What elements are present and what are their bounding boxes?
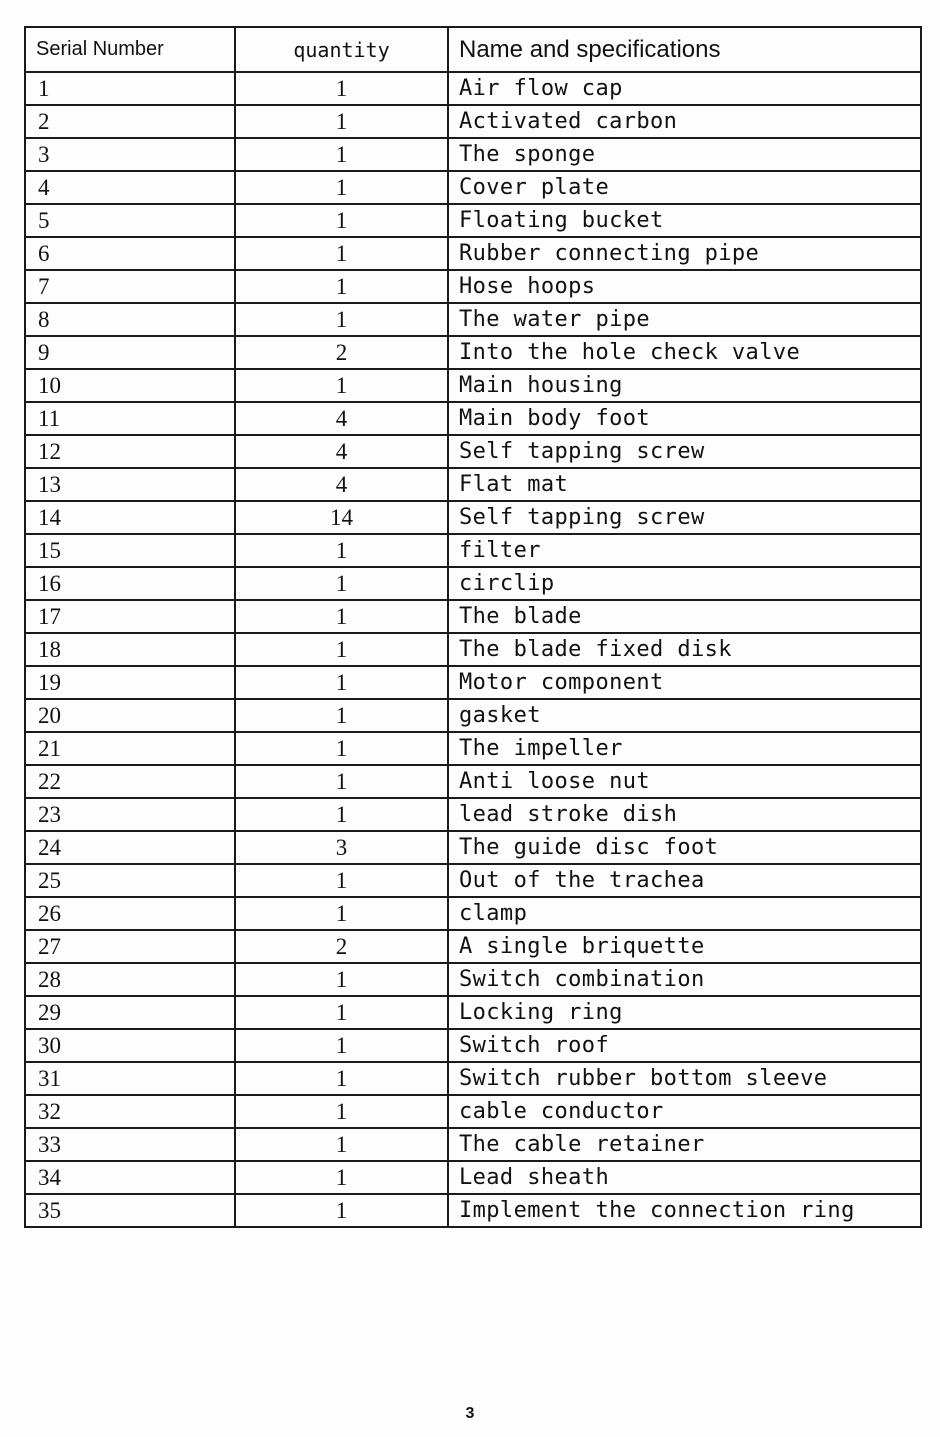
serial-number-cell: 11	[25, 402, 235, 435]
table-row	[25, 1161, 921, 1194]
quantity-cell: 1	[235, 237, 448, 270]
quantity-cell: 1	[235, 666, 448, 699]
quantity-cell: 1	[235, 1095, 448, 1128]
table-row	[25, 996, 921, 1029]
name-cell: The cable retainer	[448, 1128, 921, 1161]
serial-number-cell: 21	[25, 732, 235, 765]
quantity-cell: 1	[235, 303, 448, 336]
table-row	[25, 600, 921, 633]
name-cell: Switch rubber bottom sleeve	[448, 1062, 921, 1095]
quantity-cell: 1	[235, 1029, 448, 1062]
header-quantity: quantity	[235, 27, 448, 72]
name-cell: Main body foot	[448, 402, 921, 435]
table-row	[25, 1128, 921, 1161]
serial-number-cell: 33	[25, 1128, 235, 1161]
table-row	[25, 864, 921, 897]
name-cell: Switch roof	[448, 1029, 921, 1062]
table-row	[25, 765, 921, 798]
serial-number-cell: 10	[25, 369, 235, 402]
name-cell: The blade fixed disk	[448, 633, 921, 666]
quantity-cell: 4	[235, 402, 448, 435]
quantity-cell: 4	[235, 468, 448, 501]
table-row	[25, 435, 921, 468]
parts-table	[24, 26, 922, 1228]
quantity-cell: 1	[235, 534, 448, 567]
name-cell: circlip	[448, 567, 921, 600]
table-row	[25, 798, 921, 831]
header-serial-number: Serial Number	[25, 27, 235, 72]
table-row	[25, 831, 921, 864]
serial-number-cell: 1	[25, 72, 235, 105]
serial-number-cell: 35	[25, 1194, 235, 1227]
table-row	[25, 1194, 921, 1227]
table-row	[25, 897, 921, 930]
quantity-cell: 1	[235, 633, 448, 666]
table-row	[25, 1062, 921, 1095]
quantity-cell: 1	[235, 897, 448, 930]
quantity-cell: 3	[235, 831, 448, 864]
table-row	[25, 1095, 921, 1128]
serial-number-cell: 8	[25, 303, 235, 336]
serial-number-cell: 9	[25, 336, 235, 369]
name-cell: Implement the connection ring	[448, 1194, 921, 1227]
table-row	[25, 369, 921, 402]
table-row	[25, 501, 921, 534]
quantity-cell: 1	[235, 171, 448, 204]
serial-number-cell: 19	[25, 666, 235, 699]
name-cell: Self tapping screw	[448, 435, 921, 468]
name-cell: Motor component	[448, 666, 921, 699]
quantity-cell: 1	[235, 105, 448, 138]
name-cell: Activated carbon	[448, 105, 921, 138]
table-header-row	[25, 27, 921, 72]
name-cell: Flat mat	[448, 468, 921, 501]
name-cell: The water pipe	[448, 303, 921, 336]
parts-table-body	[25, 72, 921, 1227]
serial-number-cell: 18	[25, 633, 235, 666]
table-row	[25, 171, 921, 204]
name-cell: The blade	[448, 600, 921, 633]
serial-number-cell: 6	[25, 237, 235, 270]
serial-number-cell: 4	[25, 171, 235, 204]
serial-number-cell: 24	[25, 831, 235, 864]
serial-number-cell: 28	[25, 963, 235, 996]
name-cell: The sponge	[448, 138, 921, 171]
table-row	[25, 270, 921, 303]
name-cell: The impeller	[448, 732, 921, 765]
serial-number-cell: 32	[25, 1095, 235, 1128]
serial-number-cell: 3	[25, 138, 235, 171]
quantity-cell: 1	[235, 138, 448, 171]
name-cell: Hose hoops	[448, 270, 921, 303]
quantity-cell: 1	[235, 369, 448, 402]
table-row	[25, 105, 921, 138]
serial-number-cell: 16	[25, 567, 235, 600]
name-cell: Self tapping screw	[448, 501, 921, 534]
name-cell: Floating bucket	[448, 204, 921, 237]
name-cell: The guide disc foot	[448, 831, 921, 864]
table-row	[25, 336, 921, 369]
quantity-cell: 1	[235, 798, 448, 831]
table-row	[25, 468, 921, 501]
quantity-cell: 1	[235, 963, 448, 996]
table-row	[25, 732, 921, 765]
quantity-cell: 1	[235, 1161, 448, 1194]
name-cell: Out of the trachea	[448, 864, 921, 897]
serial-number-cell: 31	[25, 1062, 235, 1095]
name-cell: Cover plate	[448, 171, 921, 204]
quantity-cell: 2	[235, 930, 448, 963]
table-row	[25, 930, 921, 963]
serial-number-cell: 26	[25, 897, 235, 930]
name-cell: cable conductor	[448, 1095, 921, 1128]
name-cell: filter	[448, 534, 921, 567]
table-row	[25, 138, 921, 171]
serial-number-cell: 2	[25, 105, 235, 138]
page-number: 3	[465, 1405, 475, 1422]
quantity-cell: 1	[235, 699, 448, 732]
table-row	[25, 534, 921, 567]
quantity-cell: 1	[235, 765, 448, 798]
serial-number-cell: 25	[25, 864, 235, 897]
table-row	[25, 666, 921, 699]
quantity-cell: 1	[235, 1194, 448, 1227]
header-name-and-specifications: Name and specifications	[448, 27, 921, 72]
name-cell: Air flow cap	[448, 72, 921, 105]
name-cell: Switch combination	[448, 963, 921, 996]
serial-number-cell: 27	[25, 930, 235, 963]
table-row	[25, 402, 921, 435]
name-cell: clamp	[448, 897, 921, 930]
name-cell: Locking ring	[448, 996, 921, 1029]
quantity-cell: 4	[235, 435, 448, 468]
quantity-cell: 1	[235, 72, 448, 105]
serial-number-cell: 30	[25, 1029, 235, 1062]
serial-number-cell: 14	[25, 501, 235, 534]
name-cell: lead stroke dish	[448, 798, 921, 831]
serial-number-cell: 15	[25, 534, 235, 567]
quantity-cell: 2	[235, 336, 448, 369]
serial-number-cell: 7	[25, 270, 235, 303]
name-cell: Rubber connecting pipe	[448, 237, 921, 270]
quantity-cell: 14	[235, 501, 448, 534]
quantity-cell: 1	[235, 204, 448, 237]
serial-number-cell: 34	[25, 1161, 235, 1194]
quantity-cell: 1	[235, 567, 448, 600]
quantity-cell: 1	[235, 864, 448, 897]
table-row	[25, 204, 921, 237]
quantity-cell: 1	[235, 996, 448, 1029]
quantity-cell: 1	[235, 732, 448, 765]
table-row	[25, 633, 921, 666]
serial-number-cell: 13	[25, 468, 235, 501]
table-row	[25, 1029, 921, 1062]
serial-number-cell: 17	[25, 600, 235, 633]
table-row	[25, 963, 921, 996]
serial-number-cell: 12	[25, 435, 235, 468]
name-cell: Lead sheath	[448, 1161, 921, 1194]
serial-number-cell: 23	[25, 798, 235, 831]
name-cell: A single briquette	[448, 930, 921, 963]
name-cell: Into the hole check valve	[448, 336, 921, 369]
serial-number-cell: 22	[25, 765, 235, 798]
quantity-cell: 1	[235, 270, 448, 303]
table-row	[25, 303, 921, 336]
name-cell: gasket	[448, 699, 921, 732]
serial-number-cell: 5	[25, 204, 235, 237]
quantity-cell: 1	[235, 1062, 448, 1095]
name-cell: Anti loose nut	[448, 765, 921, 798]
table-row	[25, 237, 921, 270]
table-row	[25, 72, 921, 105]
serial-number-cell: 29	[25, 996, 235, 1029]
table-row	[25, 567, 921, 600]
quantity-cell: 1	[235, 1128, 448, 1161]
table-row	[25, 699, 921, 732]
serial-number-cell: 20	[25, 699, 235, 732]
quantity-cell: 1	[235, 600, 448, 633]
name-cell: Main housing	[448, 369, 921, 402]
